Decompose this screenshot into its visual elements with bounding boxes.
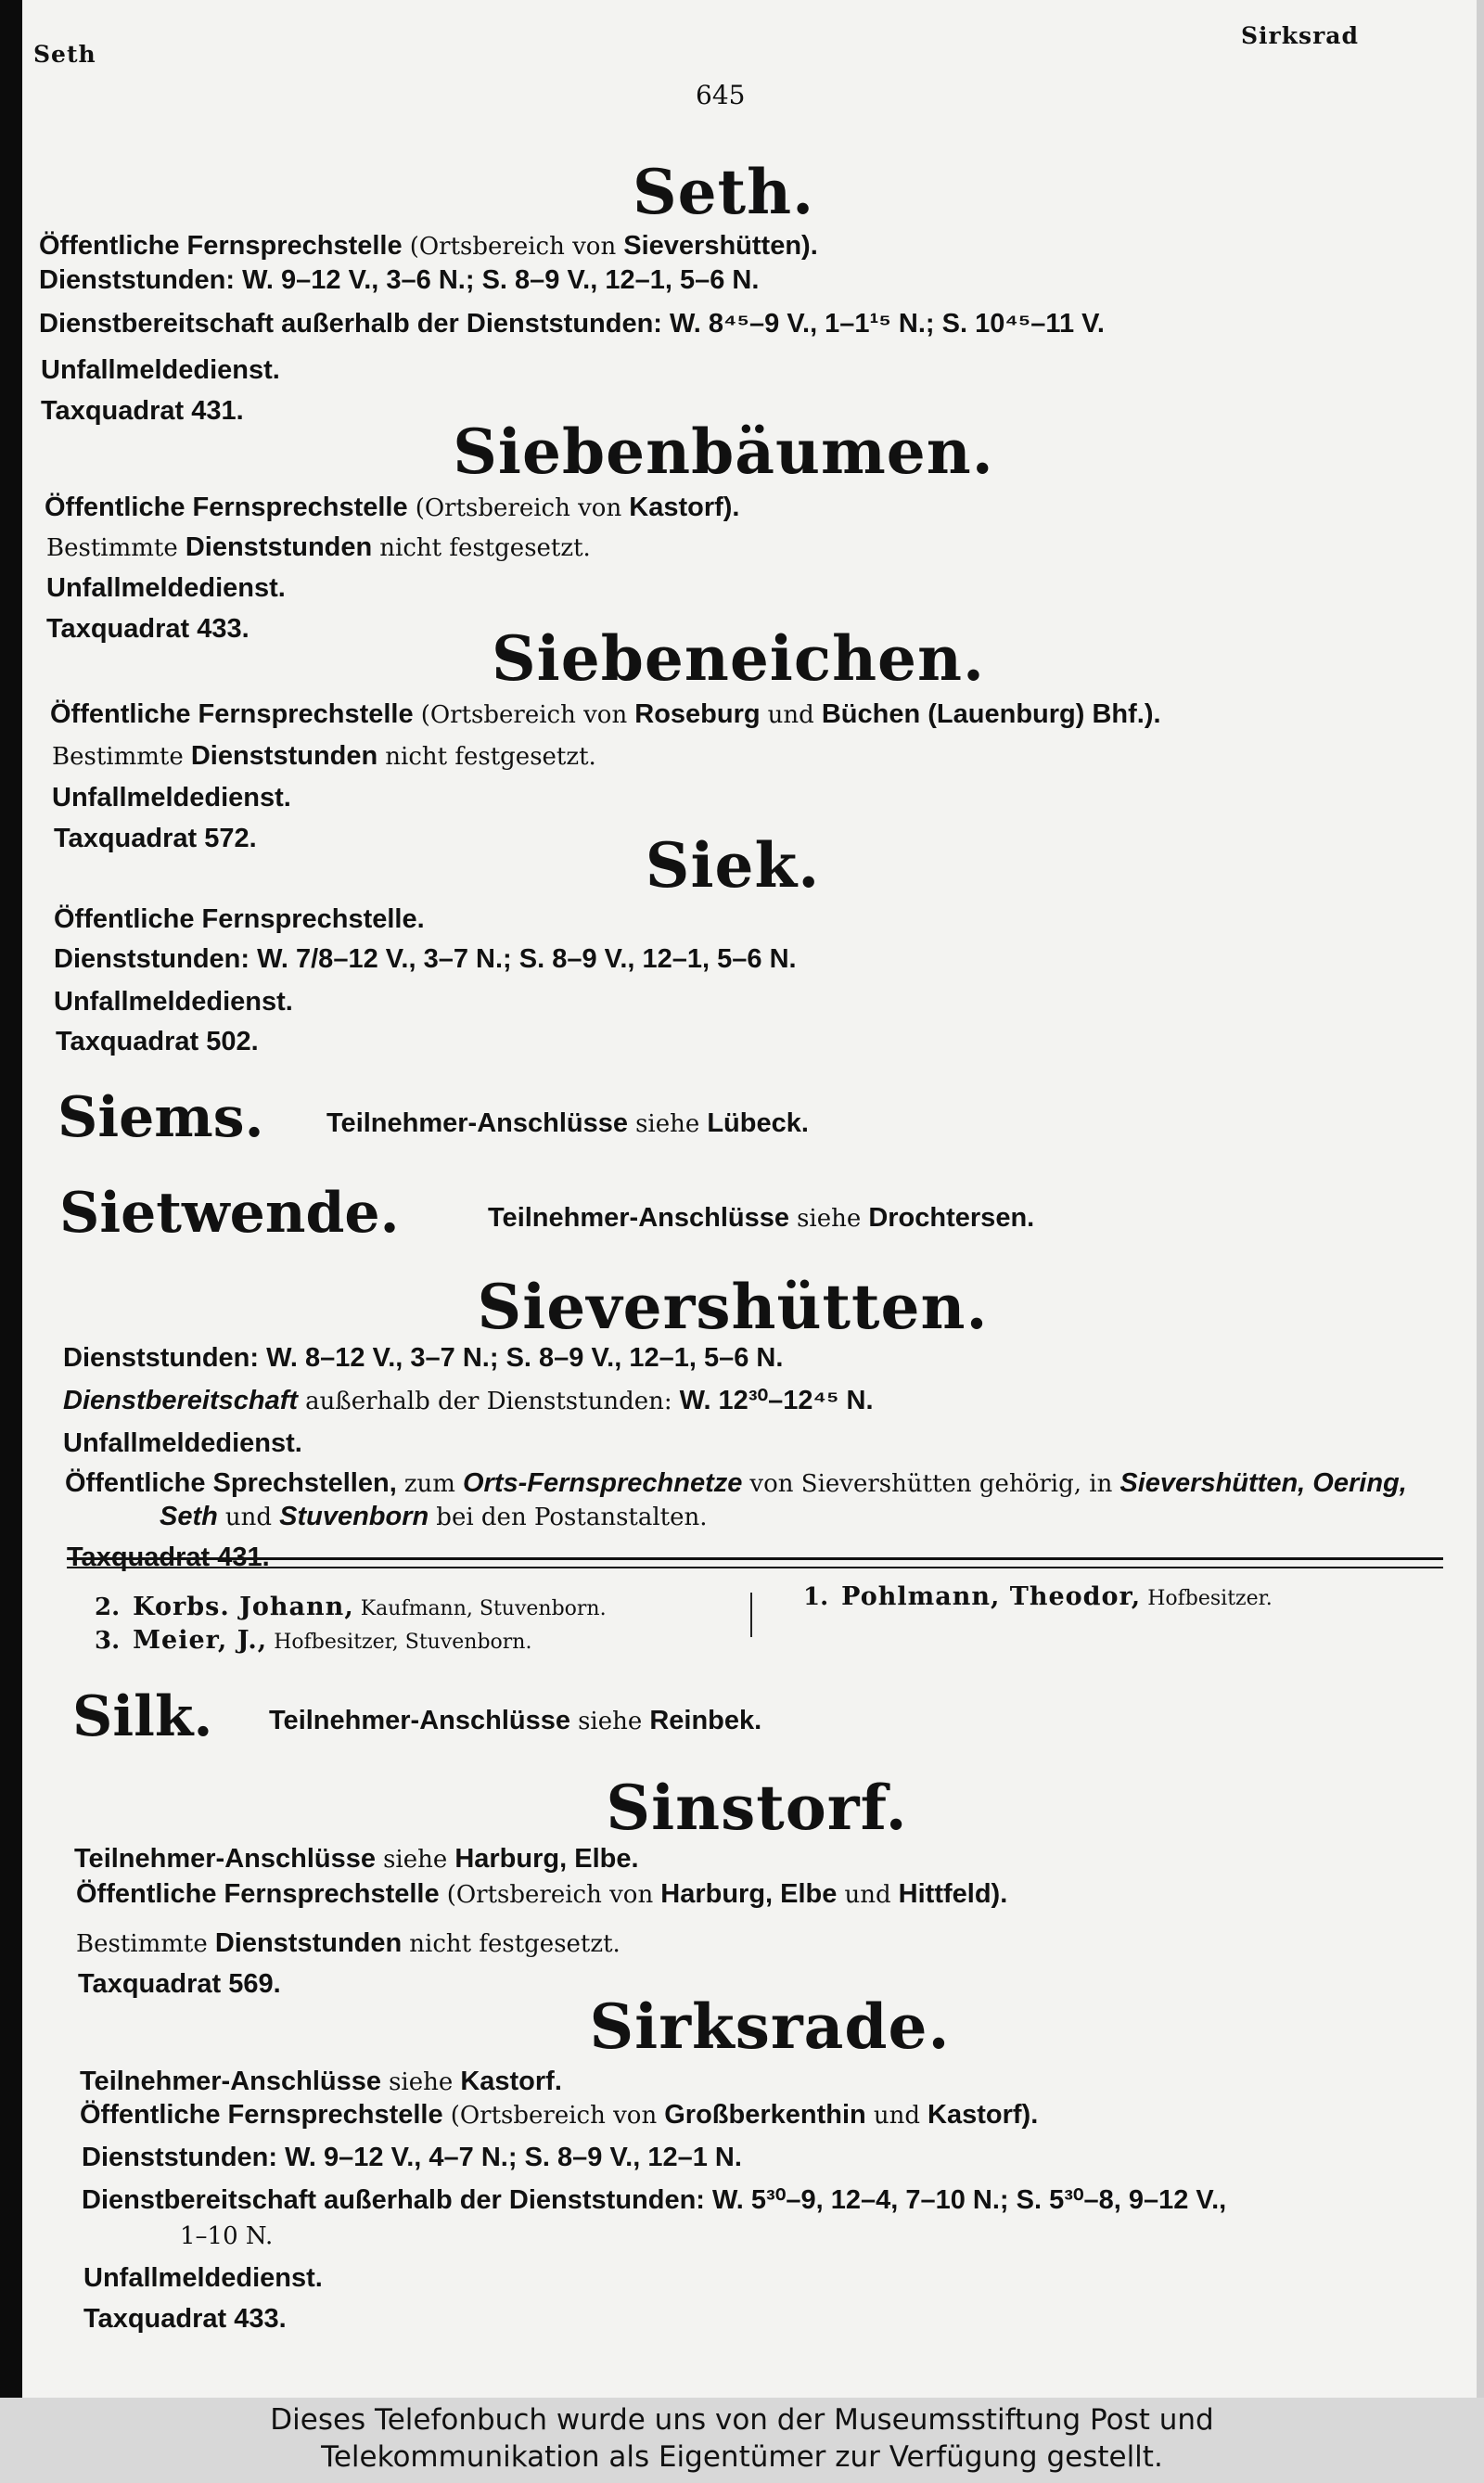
entry-title-siebenbaeumen: Siebenbäumen. bbox=[453, 416, 994, 488]
section-rule-bottom bbox=[67, 1567, 1443, 1568]
seth-line-2: Dienststunden: W. 9–12 V., 3–6 N.; S. 8–9 V., 12–1, 5–6 N. bbox=[39, 265, 760, 295]
entry-title-sievershuetten: Sievershütten. bbox=[477, 1271, 989, 1343]
page-number: 645 bbox=[696, 80, 746, 110]
siems-reference: Teilnehmer-Anschlüsse siehe Lübeck. bbox=[326, 1108, 809, 1138]
sirksrade-line-1: Teilnehmer-Anschlüsse siehe Kastorf. bbox=[80, 2067, 562, 2096]
sirksrade-line-6: Unfallmeldedienst. bbox=[83, 2263, 323, 2293]
subscriber-row: 2. Korbs. Johann, Kaufmann, Stuvenborn. bbox=[95, 1593, 607, 1621]
sinstorf-line-4: Taxquadrat 569. bbox=[78, 1969, 281, 1999]
siebeneichen-line-4: Taxquadrat 572. bbox=[54, 824, 257, 853]
entry-title-siems: Siems. bbox=[58, 1085, 264, 1150]
footer-line-1: Dieses Telefonbuch wurde uns von der Museumsstiftung Post und bbox=[270, 2403, 1214, 2437]
sievershuetten-line-6: Taxquadrat 431. bbox=[67, 1542, 270, 1572]
subscriber-row: 1. Pohlmann, Theodor, Hofbesitzer. bbox=[803, 1582, 1273, 1611]
entry-title-sietwende: Sietwende. bbox=[59, 1181, 400, 1246]
footer-line-2: Telekommunikation als Eigentümer zur Verfügung gestellt. bbox=[321, 2440, 1163, 2474]
sirksrade-line-5: 1–10 N. bbox=[180, 2222, 274, 2250]
sirksrade-line-4: Dienstbereitschaft außerhalb der Dienststunden: W. 5³⁰–9, 12–4, 7–10 N.; S. 5³⁰–8, 9–12 V., bbox=[82, 2185, 1227, 2215]
column-divider bbox=[750, 1593, 752, 1637]
sievershuetten-line-2: Dienstbereitschaft außerhalb der Dienststunden: W. 12³⁰–12⁴⁵ N. bbox=[63, 1386, 874, 1415]
sinstorf-line-3: Bestimmte Dienststunden nicht festgesetzt. bbox=[76, 1928, 620, 1958]
entry-title-siek: Siek. bbox=[645, 829, 821, 902]
sinstorf-line-1: Teilnehmer-Anschlüsse siehe Harburg, Elbe. bbox=[74, 1844, 639, 1874]
sirksrade-line-7: Taxquadrat 433. bbox=[83, 2304, 287, 2334]
running-header-left: Seth bbox=[33, 41, 96, 68]
siek-line-3: Unfallmeldedienst. bbox=[54, 987, 293, 1017]
section-rule-top bbox=[67, 1557, 1443, 1560]
siebenbaeumen-line-3: Unfallmeldedienst. bbox=[46, 573, 286, 603]
silk-reference: Teilnehmer-Anschlüsse siehe Reinbek. bbox=[269, 1706, 762, 1735]
entry-title-seth: Seth. bbox=[632, 156, 815, 228]
siek-line-2: Dienststunden: W. 7/8–12 V., 3–7 N.; S. 8–9 V., 12–1, 5–6 N. bbox=[54, 944, 797, 974]
sievershuetten-line-5: Seth und Stuvenborn bei den Postanstalten. bbox=[160, 1502, 708, 1531]
sinstorf-line-2: Öffentliche Fernsprechstelle (Ortsbereich von Harburg, Elbe und Hittfeld). bbox=[76, 1879, 1008, 1909]
siek-line-4: Taxquadrat 502. bbox=[56, 1027, 259, 1056]
siebenbaeumen-line-4: Taxquadrat 433. bbox=[46, 614, 249, 644]
sirksrade-line-3: Dienststunden: W. 9–12 V., 4–7 N.; S. 8–9 V., 12–1 N. bbox=[82, 2143, 742, 2172]
running-header-right: Sirksrad bbox=[1241, 22, 1359, 49]
siebeneichen-line-3: Unfallmeldedienst. bbox=[52, 783, 291, 813]
sievershuetten-line-1: Dienststunden: W. 8–12 V., 3–7 N.; S. 8–9 V., 12–1, 5–6 N. bbox=[63, 1343, 784, 1373]
siebeneichen-line-2: Bestimmte Dienststunden nicht festgesetzt. bbox=[52, 741, 596, 771]
siebenbaeumen-line-1: Öffentliche Fernsprechstelle (Ortsbereich von Kastorf). bbox=[45, 493, 740, 522]
subscriber-row: 3. Meier, J., Hofbesitzer, Stuvenborn. bbox=[95, 1626, 532, 1655]
scan-border bbox=[0, 0, 22, 2398]
seth-line-1: Öffentliche Fernsprechstelle (Ortsbereich von Sievershütten). bbox=[39, 231, 818, 261]
archive-footer bbox=[0, 2398, 1484, 2483]
sietwende-reference: Teilnehmer-Anschlüsse siehe Drochtersen. bbox=[488, 1203, 1035, 1233]
siebenbaeumen-line-2: Bestimmte Dienststunden nicht festgesetzt. bbox=[46, 532, 591, 562]
seth-line-4: Unfallmeldedienst. bbox=[41, 355, 280, 385]
entry-title-sirksrade: Sirksrade. bbox=[589, 1990, 951, 2063]
siebeneichen-line-1: Öffentliche Fernsprechstelle (Ortsbereich von Roseburg und Büchen (Lauenburg) Bhf.). bbox=[50, 699, 1161, 729]
sirksrade-line-2: Öffentliche Fernsprechstelle (Ortsbereich von Großberkenthin und Kastorf). bbox=[80, 2100, 1039, 2130]
entry-title-silk: Silk. bbox=[72, 1684, 213, 1749]
siek-line-1: Öffentliche Fernsprechstelle. bbox=[54, 904, 425, 934]
seth-line-5: Taxquadrat 431. bbox=[41, 396, 244, 426]
sievershuetten-line-4: Öffentliche Sprechstellen, zum Orts-Fernsprechnetze von Sievershütten gehörig, in Sievershütten, Oering, bbox=[65, 1468, 1407, 1498]
entry-title-sinstorf: Sinstorf. bbox=[606, 1772, 908, 1844]
seth-line-3: Dienstbereitschaft außerhalb der Dienststunden: W. 8⁴⁵–9 V., 1–1¹⁵ N.; S. 10⁴⁵–11 V. bbox=[39, 309, 1105, 339]
entry-title-siebeneichen: Siebeneichen. bbox=[491, 622, 986, 695]
sievershuetten-line-3: Unfallmeldedienst. bbox=[63, 1428, 302, 1458]
